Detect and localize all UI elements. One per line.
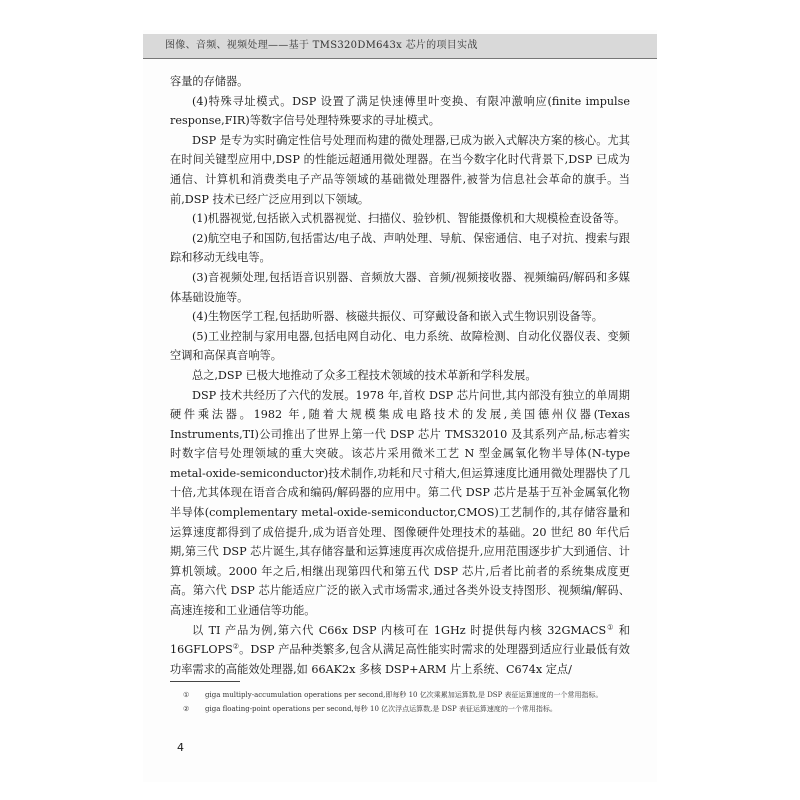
book-page bbox=[143, 30, 657, 782]
paragraph: 容量的存储器。 bbox=[170, 75, 249, 88]
paragraph: (3)音视频处理,包括语音识别器、音频放大器、音频/视频接收器、视频编码/解码和多媒体基础设施等。 bbox=[170, 270, 630, 304]
footnote-divider bbox=[170, 681, 240, 682]
paragraph: (2)航空电子和国防,包括雷达/电子战、声呐处理、导航、保密通信、电子对抗、搜索与跟踪和移动无线电等。 bbox=[170, 231, 630, 265]
footnote-mark: ① bbox=[183, 691, 190, 699]
paragraph: (4)特殊寻址模式。DSP 设置了满足快速傅里叶变换、有限冲激响应(finite impulse response,FIR)等数字信号处理特殊要求的寻址模式。 bbox=[170, 94, 630, 128]
footnote bbox=[183, 703, 631, 715]
paragraph: 总之,DSP 已极大地推动了众多工程技术领域的技术革新和学科发展。 bbox=[192, 368, 537, 382]
footnote-text: giga floating-point operations per second,每秒 10 亿次浮点运算数,是 DSP 表征运算速度的一个常用指标。 bbox=[205, 705, 557, 713]
paragraph: (5)工业控制与家用电器,包括电网自动化、电力系统、故障检测、自动化仪器仪表、变频空调和高保真音响等。 bbox=[170, 329, 630, 363]
footnote bbox=[183, 689, 631, 701]
paragraph: DSP 技术共经历了六代的发展。1978 年,首枚 DSP 芯片问世,其内部没有独立的单周期硬件乘法器。1982 年,随着大规模集成电路技术的发展,美国德州仪器(Texas Instruments,TI)公司推出了世界上第一代 DSP 芯片 TMS32010 及其系列产品,标志着实时数字信号处理领域的重大突破。该芯片采用微米工艺 N 型金属氧化物半导体(N-type metal-oxide-semiconductor)技术制作,功耗和尺寸稍大,但运算速度比通用微处理器快了几十倍,尤其体现在语音合成和编码/解码器的应用中。第二代 DSP 芯片是基于互补金属氧化物半导体(complementary metal-oxide-semiconductor,CMOS)工艺制作的,其存储容量和运算速度都得到了成倍提升,成为语音处理、图像硬件处理技术的基础。20 世纪 80 年代后期,第三代 DSP 芯片诞生,其存储容量和运算速度再次成倍提升,应用范围逐步扩大到通信、计算机领域。2000 年之后,相继出现第四代和第五代 DSP 芯片,后者比前者的系统集成度更高。第六代 DSP 芯片能适应广泛的嵌入式市场需求,通过各类外设支持图形、视频编/解码、高速连接和工业通信等功能。 bbox=[170, 388, 630, 618]
footnotes bbox=[183, 689, 631, 717]
text-run: 以 TI 产品为例,第六代 C66x DSP 内核可在 1GHz 时提供每内核 32GMACS bbox=[192, 623, 607, 637]
text-run: 。DSP 产品种类繁多,包含从满足高性能实时需求的处理器到适应行业最低有效功率需求的高能效处理器,如 66AK2x 多核 DSP+ARM 片上系统、C674x 定点/ bbox=[170, 643, 630, 676]
footnote-text: giga multiply-accumulation operations per second,即每秒 10 亿次乘累加运算数,是 DSP 表征运算速度的一个常用指标。 bbox=[205, 691, 603, 699]
footnote-mark: ② bbox=[183, 705, 190, 713]
footnote-ref[interactable]: ② bbox=[232, 642, 240, 651]
running-header: 图像、音频、视频处理——基于 TMS320DM643x 芯片的项目实战 bbox=[143, 34, 657, 59]
footnote-ref[interactable]: ① bbox=[606, 622, 615, 631]
body-text bbox=[170, 72, 630, 679]
paragraph: DSP 是专为实时确定性信号处理而构建的微处理器,已成为嵌入式解决方案的核心。尤其在时间关键型应用中,DSP 的性能远超通用微处理器。在当今数字化时代背景下,DSP 已成为通信、计算机和消费类电子产品等领域的基础微处理器件,被誉为信息社会革命的旗手。当前,DSP 技术已经广泛应用到以下领域。 bbox=[170, 133, 630, 206]
paragraph-with-footnote-refs bbox=[170, 621, 630, 680]
text-run: 和 16GFLOPS bbox=[170, 623, 630, 657]
page-number: 4 bbox=[177, 741, 184, 754]
paragraph: (4)生物医学工程,包括助听器、核磁共振仪、可穿戴设备和嵌入式生物识别设备等。 bbox=[192, 310, 603, 324]
paragraph: (1)机器视觉,包括嵌入式机器视觉、扫描仪、验钞机、智能摄像机和大规模检查设备等。 bbox=[192, 212, 626, 226]
